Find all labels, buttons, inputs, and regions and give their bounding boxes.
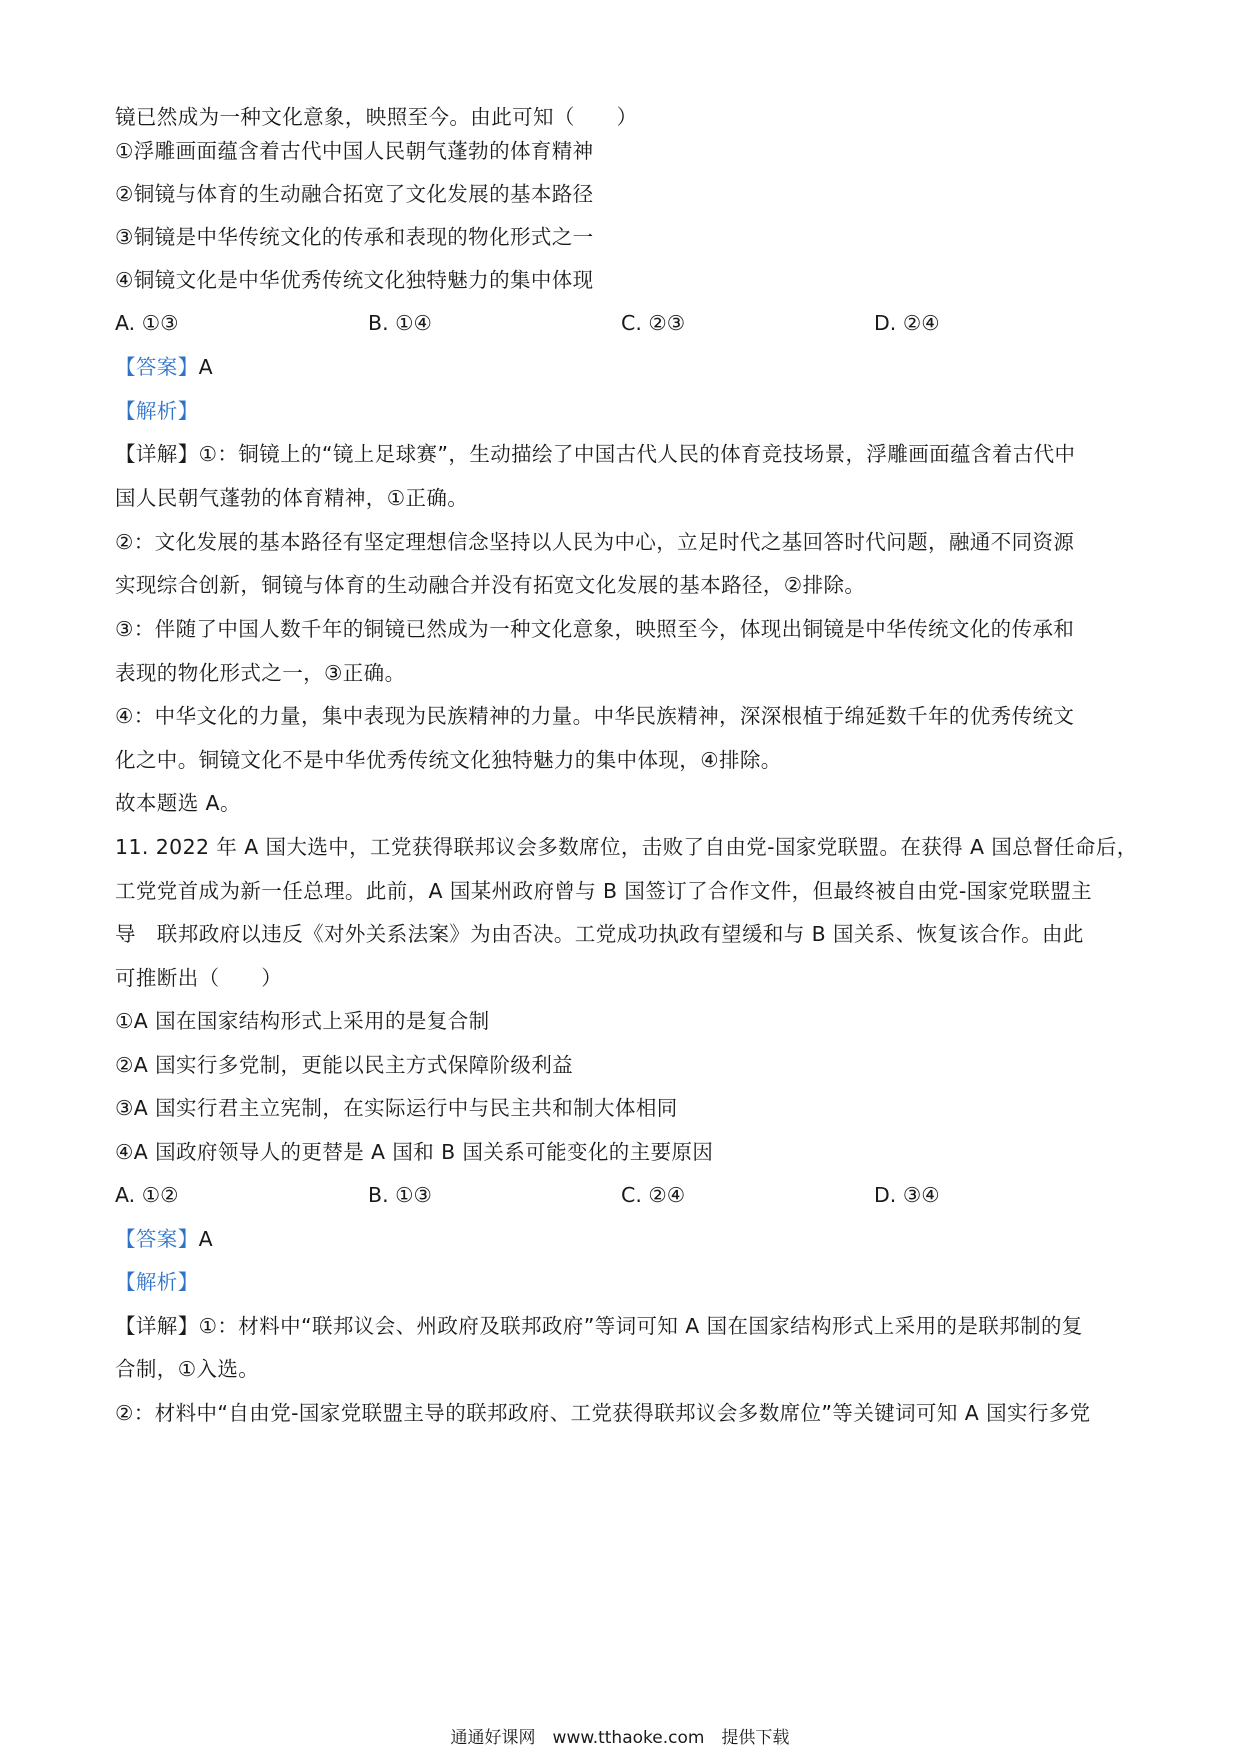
q10-explain-line: 表现的物化形式之一，③正确。 [115,661,406,685]
q11-explain-line: 【详解】①：材料中“联邦议会、州政府及联邦政府”等词可知 A 国在国家结构形式上采用的是联邦制的复 [115,1314,1083,1338]
q10-options [115,308,1145,338]
q11-option-a: A. ①② [115,1183,179,1207]
q11-analysis-tag [115,1267,1145,1297]
q10-explain-line: ②：文化发展的基本路径有坚定理想信念坚持以人民为中心，立足时代之基回答时代问题，融通不同资源 [115,530,1075,554]
q11-option-d: D. ③④ [874,1183,940,1207]
q11-item-4: ④A 国政府领导人的更替是 A 国和 B 国关系可能变化的主要原因 [115,1140,714,1164]
q11-options [115,1180,1145,1210]
q11-answer: A [198,1227,214,1251]
q11-option-b: B. ①③ [368,1183,432,1207]
q10-analysis-tag [115,396,1145,426]
q10-explain-line: ③：伴随了中国人数千年的铜镜已然成为一种文化意象，映照至今，体现出铜镜是中华传统文化的传承和 [115,617,1075,641]
q10-item-3: ③铜镜是中华传统文化的传承和表现的物化形式之一 [115,225,594,249]
q10-option-d: D. ②④ [874,311,940,335]
analysis-tag: 【解析】 [115,399,199,423]
q10-conclusion: 故本题选 A。 [115,791,241,815]
q10-explain-line: ④：中华文化的力量，集中表现为民族精神的力量。中华民族精神，深深根植于绵延数千年的优秀传统文 [115,704,1075,728]
q11-item-1: ①A 国在国家结构形式上采用的是复合制 [115,1009,490,1033]
q10-explain-line: 国人民朝气蓬勃的体育精神，①正确。 [115,486,469,510]
q11-explain-line: 合制，①入选。 [115,1357,260,1381]
q10-option-c: C. ②③ [621,311,686,335]
q10-item-2: ②铜镜与体育的生动融合拓宽了文化发展的基本路径 [115,182,594,206]
q10-item-1: ①浮雕画面蕴含着古代中国人民朝气蓬勃的体育精神 [115,139,594,163]
q10-option-a: A. ①③ [115,311,179,335]
q10-answer-line [115,352,1145,382]
q11-item-2: ②A 国实行多党制，更能以民主方式保障阶级利益 [115,1053,574,1077]
q10-explain-line: 【详解】①：铜镜上的“镜上足球赛”，生动描绘了中国古代人民的体育竞技场景，浮雕画面蕴含着古代中 [115,442,1076,466]
q10-explain-line: 化之中。铜镜文化不是中华优秀传统文化独特魅力的集中体现，④排除。 [115,748,782,772]
q10-stem-tail: 镜已然成为一种文化意象，映照至今。由此可知（ ） [115,105,638,129]
q11-stem-line: 11. 2022 年 A 国大选中，工党获得联邦议会多数席位，击败了自由党-国家党联盟。在获得 A 国总督任命后， [115,835,1138,859]
q11-item-3: ③A 国实行君主立宪制，在实际运行中与民主共和制大体相同 [115,1096,678,1120]
q11-stem-line: 可推断出（ ） [115,966,283,990]
q11-option-c: C. ②④ [621,1183,686,1207]
q11-stem-line: 工党党首成为新一任总理。此前，A 国某州政府曾与 B 国签订了合作文件，但最终被自由党-国家党联盟主 [115,879,1093,903]
q10-option-b: B. ①④ [368,311,432,335]
q10-item-4: ④铜镜文化是中华优秀传统文化独特魅力的集中体现 [115,268,594,292]
q11-answer-line [115,1224,1145,1254]
answer-tag: 【答案】 [115,355,199,379]
q10-explain-line: 实现综合创新，铜镜与体育的生动融合并没有拓宽文化发展的基本路径，②排除。 [115,573,866,597]
answer-tag: 【答案】 [115,1227,199,1251]
q10-answer: A [198,355,214,379]
page-footer: 通通好课网 www.tthaoke.com 提供下载 [450,1728,790,1748]
analysis-tag: 【解析】 [115,1270,199,1294]
q11-stem-line: 导 联邦政府以违反《对外关系法案》为由否决。工党成功执政有望缓和与 B 国关系、恢复该合作。由此 [115,922,1084,946]
q11-explain-line: ②：材料中“自由党-国家党联盟主导的联邦政府、工党获得联邦议会多数席位”等关键词可知 A 国实行多党 [115,1401,1091,1425]
